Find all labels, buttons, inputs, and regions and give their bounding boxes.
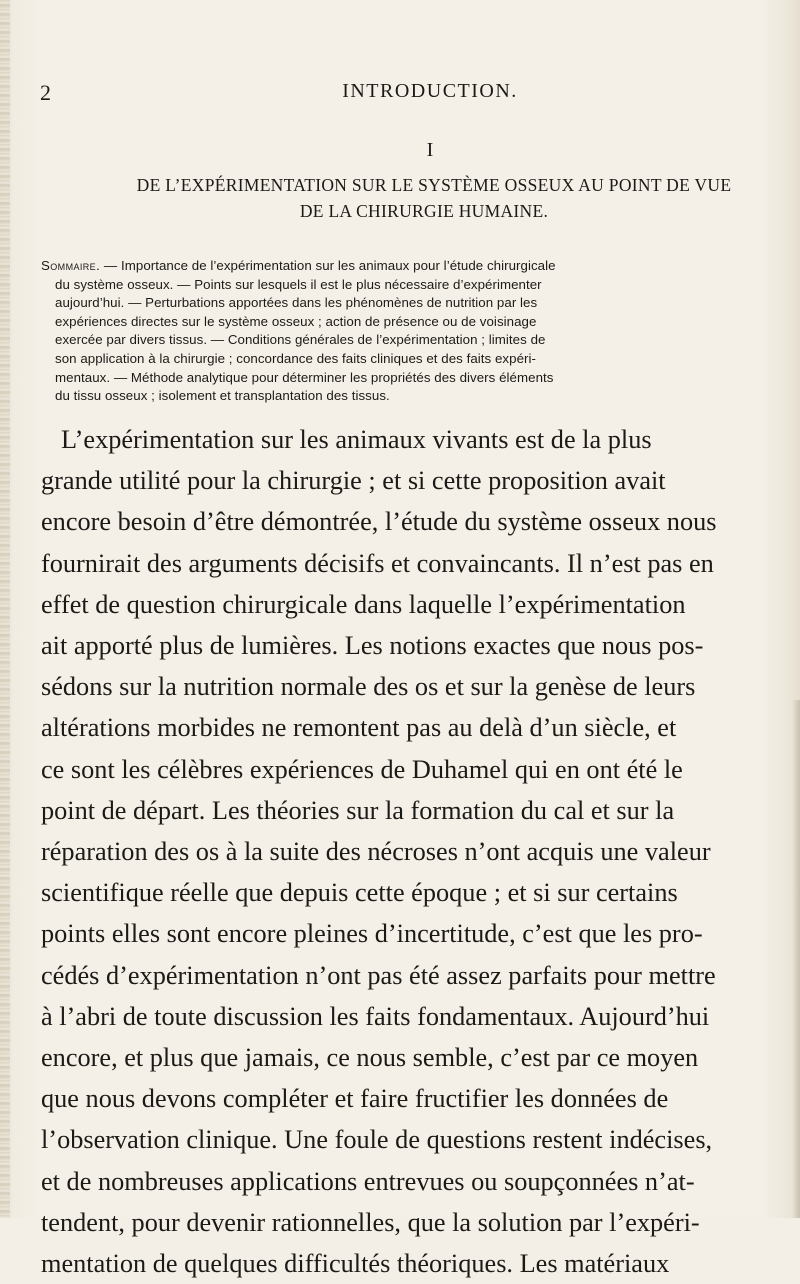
body-line: effet de question chirurgicale dans laquelle l’expérimentation xyxy=(41,589,686,619)
body-line: réparation des os à la suite des nécroses n’ont acquis une valeur xyxy=(41,837,711,867)
summary-line: du tissu osseux ; isolement et transplantation des tissus. xyxy=(55,388,390,404)
binding-edge xyxy=(0,0,10,1218)
body-line: point de départ. Les théories sur la formation du cal et sur la xyxy=(41,795,675,825)
body-line: et de nombreuses applications entrevues ou soupçonnées n’at- xyxy=(41,1166,695,1196)
chapter-number: I xyxy=(426,139,434,161)
summary-line: son application à la chirurgie ; concordance des faits cliniques et des faits expéri- xyxy=(55,350,536,366)
body-line: à l’abri de toute discussion les faits fondamentaux. Aujourd’hui xyxy=(41,1001,710,1031)
running-head: INTRODUCTION. xyxy=(342,80,518,102)
body-line: encore besoin d’être démontrée, l’étude du système osseux nous xyxy=(41,507,717,537)
summary-first-line-text: — Importance de l’expérimentation sur les animaux pour l’étude chirurgicale xyxy=(100,258,556,273)
summary-line: du système osseux. — Points sur lesquels il est le plus nécessaire d’expérimenter xyxy=(55,276,542,292)
summary-label: Sommaire. xyxy=(41,258,101,273)
body-line: ce sont les célèbres expériences de Duhamel qui en ont été le xyxy=(41,754,683,784)
summary-line: exercée par divers tissus. — Conditions générales de l’expérimentation ; limites de xyxy=(55,332,546,348)
body-line: ait apporté plus de lumières. Les notions exactes que nous pos- xyxy=(41,631,704,661)
body-line: tendent, pour devenir rationnelles, que la solution par l’expéri- xyxy=(41,1207,700,1237)
body-line: encore, et plus que jamais, ce nous semble, c’est par ce moyen xyxy=(41,1043,699,1073)
body-line: L’expérimentation sur les animaux vivants est de la plus xyxy=(61,425,652,454)
body-line: fournirait des arguments décisifs et convaincants. Il n’est pas en xyxy=(41,548,714,578)
body-line: que nous devons compléter et faire fructifier les données de xyxy=(41,1084,669,1114)
chapter-title-line: DE LA CHIRURGIE HUMAINE. xyxy=(299,201,549,221)
summary-line: mentaux. — Méthode analytique pour déterminer les propriétés des divers éléments xyxy=(55,369,554,385)
body-line: cédés d’expérimentation n’ont pas été assez parfaits pour mettre xyxy=(41,960,716,990)
page-edge-shadow xyxy=(792,700,800,1218)
body-paragraph xyxy=(41,419,769,1284)
body-line: mentation de quelques difficultés théoriques. Les matériaux xyxy=(41,1249,670,1279)
body-line: grande utilité pour la chirurgie ; et si cette proposition avait xyxy=(41,466,666,496)
summary-line: expériences directes sur le système osseux ; action de présence ou de voisinage xyxy=(55,313,537,329)
body-line: points elles sont encore pleines d’incertitude, c’est que les pro- xyxy=(41,919,703,949)
summary-line xyxy=(41,257,759,276)
chapter-summary xyxy=(41,257,759,406)
page-number: 2 xyxy=(40,80,51,105)
chapter-title-line: DE L’EXPÉRIMENTATION SUR LE SYSTÈME OSSEUX AU POINT DE VUE xyxy=(136,175,732,195)
summary-line: aujourd’hui. — Perturbations apportées dans les phénomènes de nutrition par les xyxy=(55,295,538,311)
body-line: altérations morbides ne remontent pas au delà d’un siècle, et xyxy=(41,713,677,743)
body-line: scientifique réelle que depuis cette époque ; et si sur certains xyxy=(41,878,678,908)
body-line: sédons sur la nutrition normale des os et sur la genèse de leurs xyxy=(41,672,696,702)
body-line: l’observation clinique. Une foule de questions restent indécises, xyxy=(41,1125,713,1155)
